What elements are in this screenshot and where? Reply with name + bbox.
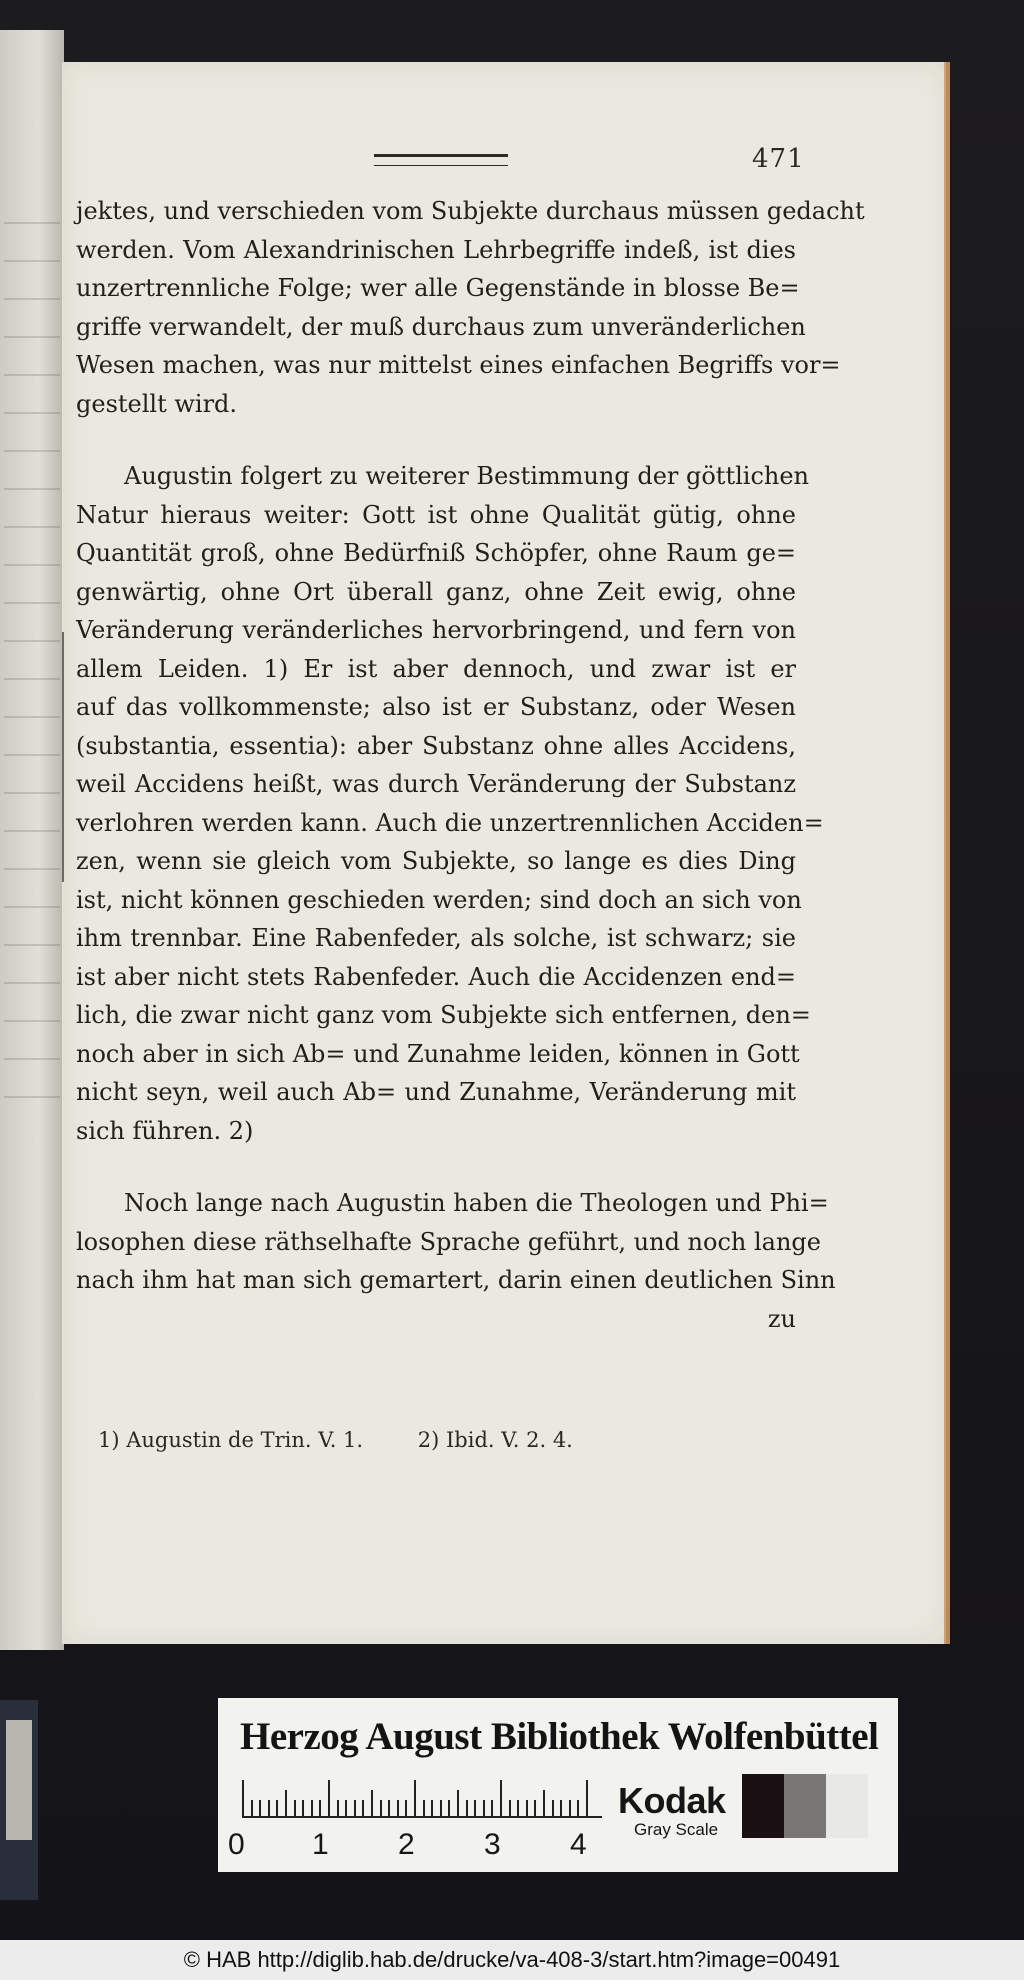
previous-page-edge [0,30,64,1650]
header-rule [374,154,508,166]
swatch-gray [784,1774,826,1838]
page-edge [946,62,950,1644]
text-line: zen, wenn sie gleich vom Subjekte, so lange es dies Ding [76,847,796,875]
text-line: Natur hieraus weiter: Gott ist ohne Qualität gütig, ohne [76,500,796,529]
ruler-tick [242,1780,244,1816]
ruler-tick [474,1800,476,1816]
text-line: gestellt wird. [76,389,238,418]
ruler-tick [405,1800,407,1816]
ruler-tick [311,1800,313,1816]
gray-scale-label: Gray Scale [634,1820,719,1839]
ruler-tick [371,1790,373,1816]
text-line: genwärtig, ohne Ort überall ganz, ohne Zeit ewig, ohne [76,577,796,606]
ruler-tick [285,1790,287,1816]
ruler-tick [276,1800,278,1816]
text-line: (substantia, essentia): aber Substanz ohne alles Accidens, [76,731,796,760]
ruler-tick [259,1800,261,1816]
ruler-tick [294,1800,296,1816]
ruler-tick [577,1800,579,1816]
ruler-tick [397,1800,399,1816]
ruler-tick [319,1800,321,1816]
ruler-tick [362,1800,364,1816]
text-line: Quantität groß, ohne Bedürfniß Schöpfer, ohne Raum ge= [76,539,796,567]
text-line: Veränderung veränderliches hervorbringend, und fern von [76,616,796,644]
text-line: weil Accidens heißt, was durch Veränderung der Substanz [76,770,796,798]
text-line: griffe verwandelt, der muß durchaus zum unveränderlichen [76,312,806,341]
catchword: zu [767,1304,796,1333]
ruler-tick [423,1800,425,1816]
text-line: nicht seyn, weil auch Ab= und Zunahme, Veränderung mit [76,1078,796,1106]
book-page [62,62,948,1644]
ghost-text-line [4,960,60,984]
ruler-tick [388,1800,390,1816]
ruler-tick [414,1780,416,1816]
ruler-tick [354,1800,356,1816]
ruler-tick [380,1800,382,1816]
ruler-tick [483,1800,485,1816]
ruler-tick [552,1800,554,1816]
ruler-tick [517,1800,519,1816]
ruler-tick [560,1800,562,1816]
scale-ruler [242,1778,602,1824]
scale-label: 2 [398,1828,415,1861]
ruler-tick [345,1800,347,1816]
ghost-text-line [4,352,60,376]
ruler-tick [586,1780,588,1816]
ghost-text-line [4,1036,60,1060]
ruler-tick [268,1800,270,1816]
binding-label [6,1720,32,1840]
page-body [76,192,865,1338]
ghost-text-line [4,238,60,262]
ruler-tick [251,1800,253,1816]
ruler-tick [526,1800,528,1816]
text-line: allem Leiden. 1) Er ist aber dennoch, und zwar ist er [76,654,796,683]
scale-label: 0 [228,1828,245,1861]
binding-strip [0,1700,38,1900]
copyright-credit: © HAB http://diglib.hab.de/drucke/va-408-3/start.htm?image=00491 [0,1940,1024,1980]
ruler-tick [466,1800,468,1816]
page-number: 471 [752,144,805,174]
text-line: unzertrennliche Folge; wer alle Gegenstände in blosse Be= [76,274,800,302]
text-line: Wesen machen, was nur mittelst eines einfachen Begriffs vor= [76,351,841,379]
ghost-text-line [4,200,60,224]
ghost-text-line [4,656,60,680]
ghost-text-line [4,618,60,642]
scale-label: 3 [484,1828,501,1861]
footnote: 2) Ibid. V. 2. 4. [417,1428,573,1452]
text-line: Augustin folgert zu weiterer Bestimmung der göttlichen [124,462,810,490]
color-target-card [218,1698,898,1872]
ruler-tick [328,1780,330,1816]
ruler-tick [337,1800,339,1816]
ghost-text-line [4,314,60,338]
ghost-text-line [4,694,60,718]
text-line: noch aber in sich Ab= und Zunahme leiden, können in Gott [76,1039,800,1068]
ruler-tick [509,1800,511,1816]
text-line: ist aber nicht stets Rabenfeder. Auch die Accidenzen end= [76,962,796,991]
ghost-text-line [4,1074,60,1098]
ghost-text-line [4,276,60,300]
scale-labels [228,1828,608,1862]
ghost-text-line [4,998,60,1022]
ghost-text-line [4,504,60,528]
ghost-text-line [4,808,60,832]
ruler-tick [431,1800,433,1816]
kodak-logo: Kodak [618,1780,726,1821]
text-line: lich, die zwar nicht ganz vom Subjekte sich entfernen, den= [76,1001,811,1029]
ghost-text-line [4,846,60,870]
text-line: werden. Vom Alexandrinischen Lehrbegriffe indeß, ist dies [76,235,796,264]
swatch-white [826,1774,868,1838]
swatch-black [742,1774,784,1838]
ghost-text-line [4,580,60,604]
text-line: jektes, und verschieden vom Subjekte durchaus müssen gedacht [76,197,865,225]
ghost-text-line [4,732,60,756]
text-line: Noch lange nach Augustin haben die Theologen und Phi= [124,1189,829,1217]
ruler-tick [534,1800,536,1816]
ruler-tick [569,1800,571,1816]
ghost-text-line [4,884,60,908]
footnote: 1) Augustin de Trin. V. 1. [98,1428,364,1452]
text-line: ist, nicht können geschieden werden; sind doch an sich von [76,885,802,914]
scale-label: 4 [570,1828,587,1861]
ruler-tick [440,1800,442,1816]
text-line: ihm trennbar. Eine Rabenfeder, als solche, ist schwarz; sie [76,924,796,952]
text-line: sich führen. 2) [76,1116,254,1145]
ruler-tick [302,1800,304,1816]
ruler-tick [457,1790,459,1816]
ruler-tick [448,1800,450,1816]
margin-mark [62,632,64,882]
ghost-text-line [4,466,60,490]
ghost-text-line [4,428,60,452]
text-line: auf das vollkommenste; also ist er Substanz, oder Wesen [76,693,796,721]
ruler-tick [500,1780,502,1816]
scale-label: 1 [312,1828,329,1861]
text-line: losophen diese räthselhafte Sprache geführt, und noch lange [76,1227,821,1256]
ghost-text-line [4,770,60,794]
ruler-tick [491,1800,493,1816]
library-name: Herzog August Bibliothek Wolfenbüttel [240,1715,879,1758]
gray-swatches [742,1774,868,1838]
text-line: nach ihm hat man sich gemartert, darin einen deutlichen Sinn [76,1266,836,1294]
ghost-text-line [4,922,60,946]
ghost-text-line [4,542,60,566]
text-line: verlohren werden kann. Auch die unzertrennlichen Acciden= [76,808,824,837]
ghost-text-line [4,390,60,414]
footnotes [98,1428,621,1452]
ruler-tick [543,1790,545,1816]
